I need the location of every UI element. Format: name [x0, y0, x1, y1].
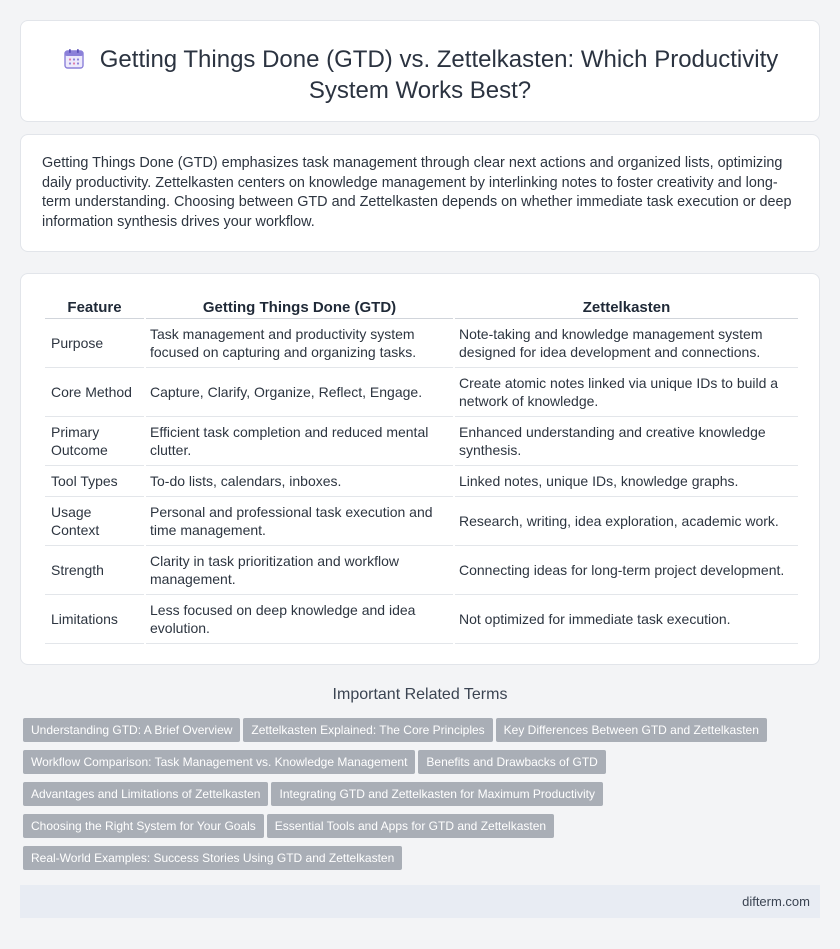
feature-cell: Tool Types	[45, 466, 144, 497]
title-row	[21, 45, 819, 105]
header-gtd: Getting Things Done (GTD)	[146, 296, 453, 319]
table-row	[45, 595, 798, 644]
footer-site-link[interactable]: difterm.com	[742, 894, 810, 909]
table-row	[45, 497, 798, 546]
gtd-cell: Capture, Clarify, Organize, Reflect, Engage.	[146, 368, 453, 417]
header-card	[20, 20, 820, 122]
feature-cell: Primary Outcome	[45, 417, 144, 466]
table-row	[45, 368, 798, 417]
gtd-cell: Personal and professional task execution and time management.	[146, 497, 453, 546]
table-header-row	[45, 296, 798, 319]
related-term-tag[interactable]: Workflow Comparison: Task Management vs. Knowledge Management	[23, 750, 415, 774]
gtd-cell: Clarity in task prioritization and workflow management.	[146, 546, 453, 595]
related-term-tag[interactable]: Integrating GTD and Zettelkasten for Maximum Productivity	[271, 782, 602, 806]
feature-cell: Strength	[45, 546, 144, 595]
zettelkasten-cell: Note-taking and knowledge management system designed for idea development and connections.	[455, 319, 798, 368]
footer	[20, 885, 820, 918]
related-term-tag[interactable]: Key Differences Between GTD and Zettelkasten	[496, 718, 767, 742]
gtd-cell: Task management and productivity system focused on capturing and organizing tasks.	[146, 319, 453, 368]
comparison-table	[43, 296, 800, 644]
calendar-icon	[62, 47, 86, 76]
related-term-tag[interactable]: Advantages and Limitations of Zettelkasten	[23, 782, 268, 806]
zettelkasten-cell: Research, writing, idea exploration, academic work.	[455, 497, 798, 546]
header-feature: Feature	[45, 296, 144, 319]
related-term-tag[interactable]: Understanding GTD: A Brief Overview	[23, 718, 240, 742]
zettelkasten-cell: Create atomic notes linked via unique IDs to build a network of knowledge.	[455, 368, 798, 417]
feature-cell: Usage Context	[45, 497, 144, 546]
table-row	[45, 466, 798, 497]
comparison-card	[20, 273, 820, 665]
related-terms-heading: Important Related Terms	[332, 686, 508, 703]
table-row	[45, 546, 798, 595]
table-row	[45, 417, 798, 466]
gtd-cell: To-do lists, calendars, inboxes.	[146, 466, 453, 497]
zettelkasten-cell: Enhanced understanding and creative knowledge synthesis.	[455, 417, 798, 466]
feature-cell: Purpose	[45, 319, 144, 368]
related-term-tag[interactable]: Choosing the Right System for Your Goals	[23, 814, 264, 838]
gtd-cell: Efficient task completion and reduced mental clutter.	[146, 417, 453, 466]
zettelkasten-cell: Linked notes, unique IDs, knowledge graphs.	[455, 466, 798, 497]
related-terms-list	[23, 718, 813, 878]
page-title-line1: Getting Things Done (GTD) vs. Zettelkasten: Which Productivity	[99, 46, 779, 73]
intro-paragraph: Getting Things Done (GTD) emphasizes task management through clear next actions and organized lists, optimizing daily productivity. Zettelkasten centers on knowledge management by interlinking notes to foster creativity and long-term understanding. Choosing between GTD and Zettelkasten depends on whether immediate task execution or deep information synthesis drives your workflow.	[42, 155, 792, 230]
header-zettelkasten: Zettelkasten	[455, 296, 798, 319]
zettelkasten-cell: Not optimized for immediate task execution.	[455, 595, 798, 644]
table-row	[45, 319, 798, 368]
gtd-cell: Less focused on deep knowledge and idea evolution.	[146, 595, 453, 644]
feature-cell: Core Method	[45, 368, 144, 417]
related-term-tag[interactable]: Real-World Examples: Success Stories Using GTD and Zettelkasten	[23, 846, 402, 870]
related-term-tag[interactable]: Zettelkasten Explained: The Core Principles	[243, 718, 492, 742]
intro-card	[20, 134, 820, 252]
related-term-tag[interactable]: Benefits and Drawbacks of GTD	[418, 750, 605, 774]
related-term-tag[interactable]: Essential Tools and Apps for GTD and Zettelkasten	[267, 814, 554, 838]
zettelkasten-cell: Connecting ideas for long-term project development.	[455, 546, 798, 595]
page-title-line2: System Works Best?	[308, 77, 532, 104]
feature-cell: Limitations	[45, 595, 144, 644]
